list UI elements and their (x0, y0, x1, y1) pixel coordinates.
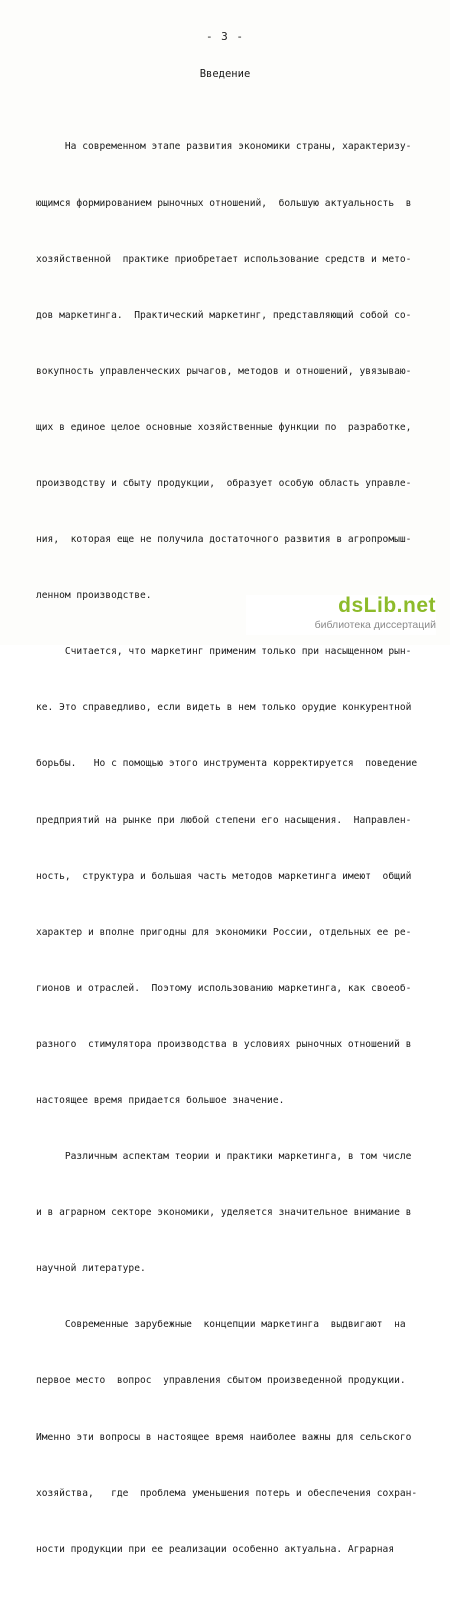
text-line: Именно эти вопросы в настоящее время наиболее важны для сельского (36, 1431, 412, 1443)
watermark-tagline: библиотека диссертаций (314, 619, 436, 631)
text-line: вокупность управленческих рычагов, методов и отношений, увязываю- (36, 365, 412, 377)
text-line: первое место вопрос управления сбытом произведенной продукции. (36, 1375, 406, 1387)
watermark (246, 595, 436, 635)
text-line: ке. Это справедливо, если видеть в нем только орудие конкурентной (36, 702, 412, 714)
text-line: предприятий на рынке при любой степени его насыщения. Направлен- (36, 814, 412, 826)
text-line: разного стимулятора производства в условиях рыночных отношений в (36, 1038, 412, 1050)
text-line: щих в единое целое основные хозяйственные функции по разработке, (36, 421, 412, 433)
text-line: ности продукции при ее реализации особенно актуальна. Аграрная (36, 1543, 395, 1555)
text-line: гионов и отраслей. Поэтому использованию маркетинга, как своеоб- (36, 982, 412, 994)
watermark-logo: dsLib.net (338, 594, 436, 617)
text-line: ния, которая еще не получила достаточного развития в агропромыш- (36, 534, 412, 546)
text-line: настоящее время придается большое значение. (36, 1095, 285, 1106)
body-text (36, 101, 426, 1597)
text-line: ющимся формированием рыночных отношений, большую актуальность в (36, 197, 412, 209)
text-line: и в аграрном секторе экономики, уделяется значительное внимание в (36, 1207, 412, 1219)
text-line: Современные зарубежные концепции маркетинга выдвигают на (36, 1319, 406, 1331)
text-line: дов маркетинга. Практический маркетинг, представляющий собой со- (36, 309, 412, 321)
text-line: борьбы. Но с помощью этого инструмента корректируется поведение (36, 758, 418, 770)
text-line: Различным аспектам теории и практики маркетинга, в том числе (36, 1151, 412, 1163)
page-number: - 3 - (205, 30, 245, 43)
text-line: ленном производстве. (36, 590, 152, 602)
text-line: хозяйственной практике приобретает использование средств и мето- (36, 253, 412, 265)
text-line: ность, структура и большая часть методов маркетинга имеют общий (36, 870, 412, 882)
text-line: Считается, что маркетинг применим только при насыщенном рын- (36, 646, 412, 658)
text-line: хозяйства, где проблема уменьшения потерь и обеспечения сохран- (36, 1487, 418, 1499)
section-heading: Введение (199, 68, 251, 80)
text-line: производству и сбыту продукции, образует особую область управле- (36, 477, 412, 489)
text-line: научной литературе. (36, 1263, 146, 1275)
text-line: характер и вполне пригодны для экономики России, отдельных ее ре- (36, 926, 412, 938)
text-line: На современном этапе развития экономики страны, характеризу- (36, 141, 412, 153)
